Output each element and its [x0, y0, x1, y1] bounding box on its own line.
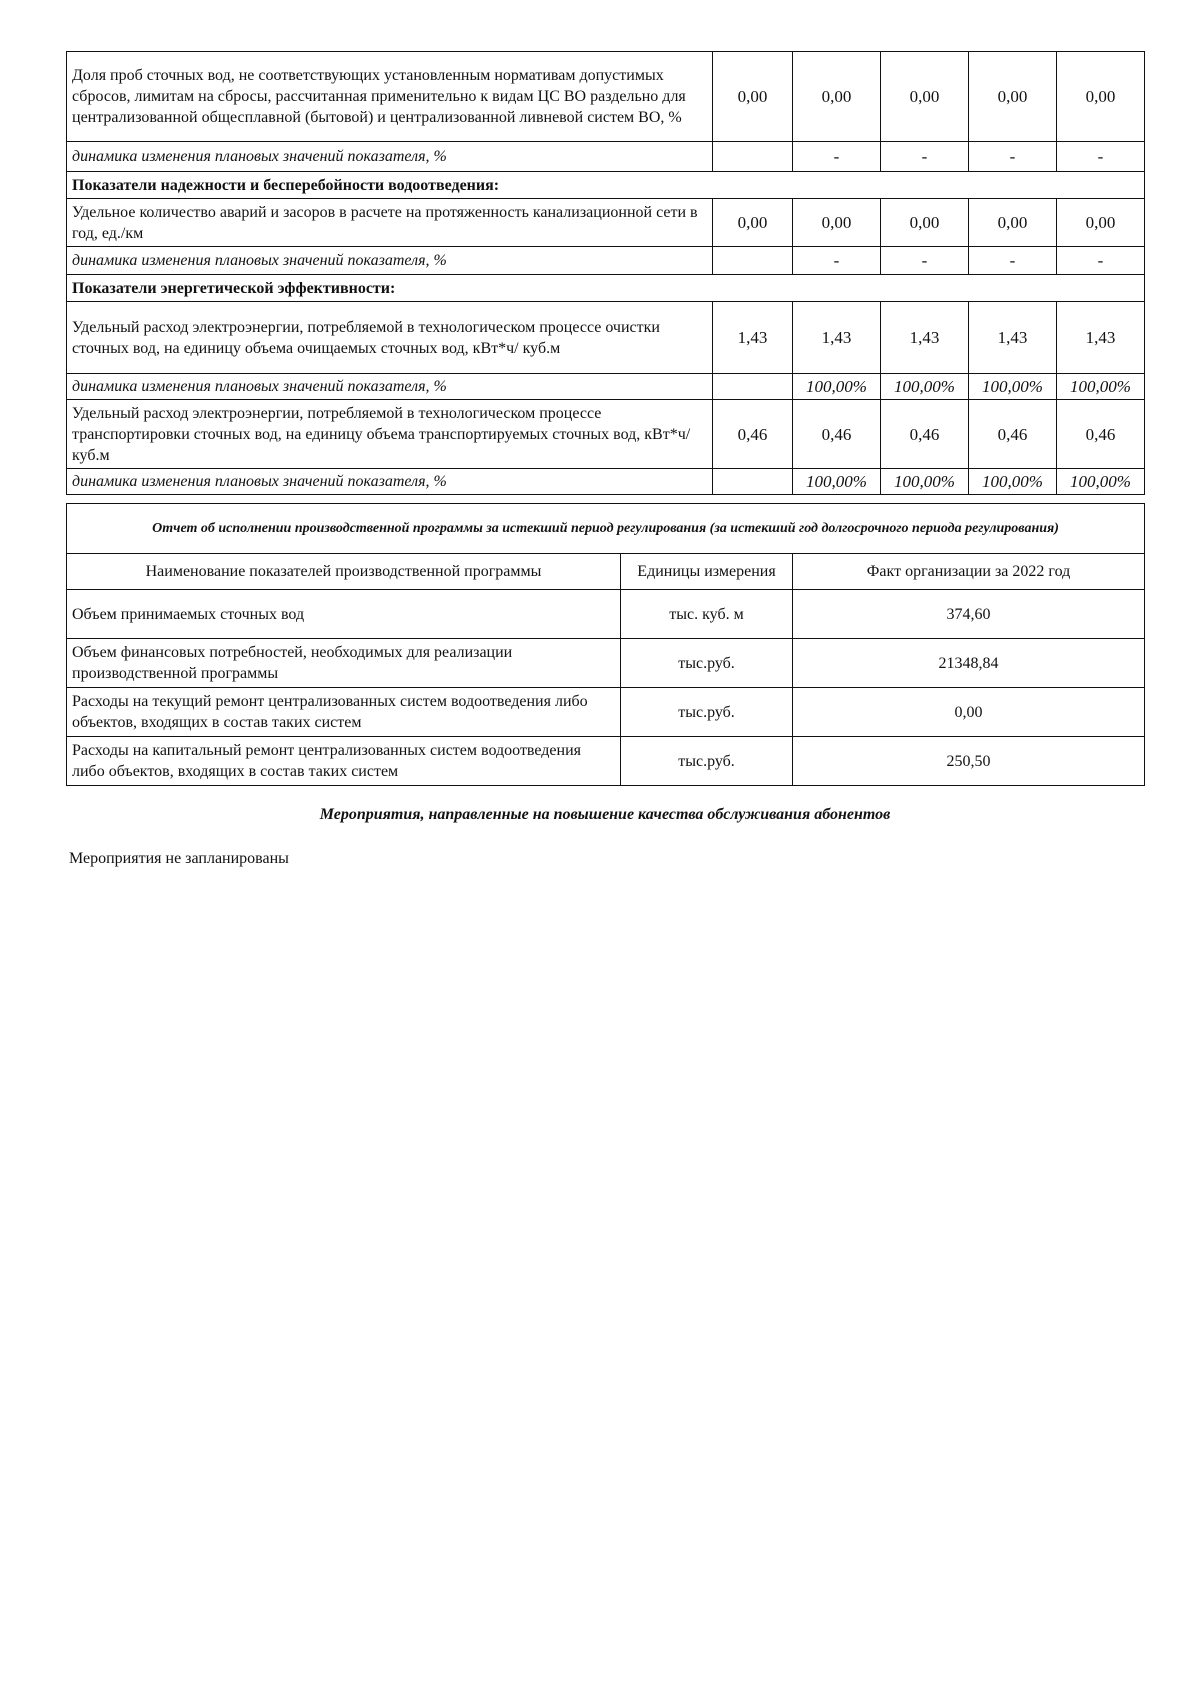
report-unit: тыс.руб.: [621, 639, 793, 688]
dynamics-value: -: [1057, 247, 1145, 275]
report-unit: тыс.руб.: [621, 688, 793, 737]
table-row: [67, 504, 1145, 554]
dynamics-value: -: [793, 247, 881, 275]
table-row: [67, 199, 1145, 247]
table-row: [67, 172, 1145, 199]
indicator-value: 1,43: [881, 302, 969, 374]
measures-text: Мероприятия не запланированы: [69, 850, 289, 867]
table-row: [67, 737, 1145, 786]
dynamics-value: [713, 469, 793, 495]
table-row: [67, 142, 1145, 172]
indicator-label: Удельный расход электроэнергии, потребляемой в технологическом процессе транспортировки сточных вод, на единицу объема транспортируемых сточных вод, кВт*ч/ куб.м: [67, 400, 713, 469]
indicator-value: 0,00: [969, 199, 1057, 247]
dynamics-value: [713, 374, 793, 400]
table-row: [67, 590, 1145, 639]
indicator-value: 0,46: [1057, 400, 1145, 469]
indicators-table: [66, 51, 1145, 495]
dynamics-value: [713, 142, 793, 172]
dynamics-value: 100,00%: [1057, 374, 1145, 400]
dynamics-label: динамика изменения плановых значений показателя, %: [67, 142, 713, 172]
indicator-value: 0,46: [969, 400, 1057, 469]
section-header: Показатели надежности и бесперебойности водоотведения:: [67, 172, 1145, 199]
report-name: Объем финансовых потребностей, необходимых для реализации производственной программы: [67, 639, 621, 688]
dynamics-value: 100,00%: [881, 374, 969, 400]
dynamics-value: 100,00%: [793, 469, 881, 495]
dynamics-value: 100,00%: [793, 374, 881, 400]
report-unit: тыс.руб.: [621, 737, 793, 786]
report-name: Объем принимаемых сточных вод: [67, 590, 621, 639]
report-name: Расходы на капитальный ремонт централизованных систем водоотведения либо объектов, входящих в состав таких систем: [67, 737, 621, 786]
table-row: [67, 469, 1145, 495]
indicator-value: 0,00: [793, 199, 881, 247]
indicator-value: 0,00: [969, 52, 1057, 142]
table-header-row: [67, 554, 1145, 590]
indicator-value: 0,46: [881, 400, 969, 469]
column-header: Факт организации за 2022 год: [793, 554, 1145, 590]
dynamics-value: -: [969, 142, 1057, 172]
table-row: [67, 52, 1145, 142]
measures-title: Мероприятия, направленные на повышение качества обслуживания абонентов: [319, 806, 891, 823]
report-value: 21348,84: [793, 639, 1145, 688]
table-row: [67, 400, 1145, 469]
indicator-value: 1,43: [713, 302, 793, 374]
indicator-value: 0,00: [793, 52, 881, 142]
dynamics-value: 100,00%: [1057, 469, 1145, 495]
section-header: Показатели энергетической эффективности:: [67, 275, 1145, 302]
indicator-value: 0,00: [881, 199, 969, 247]
dynamics-value: -: [881, 247, 969, 275]
report-title: Отчет об исполнении производственной программы за истекший период регулирования (за истекший год долгосрочного периода регулирования): [67, 504, 1145, 554]
dynamics-value: 100,00%: [969, 374, 1057, 400]
report-unit: тыс. куб. м: [621, 590, 793, 639]
dynamics-value: -: [793, 142, 881, 172]
indicator-value: 0,00: [713, 52, 793, 142]
report-table: [66, 503, 1145, 786]
dynamics-value: -: [969, 247, 1057, 275]
dynamics-label: динамика изменения плановых значений показателя, %: [67, 469, 713, 495]
dynamics-label: динамика изменения плановых значений показателя, %: [67, 374, 713, 400]
report-value: 250,50: [793, 737, 1145, 786]
indicator-value: 0,00: [881, 52, 969, 142]
indicator-value: 1,43: [1057, 302, 1145, 374]
report-value: 0,00: [793, 688, 1145, 737]
column-header: Единицы измерения: [621, 554, 793, 590]
column-header: Наименование показателей производственной программы: [67, 554, 621, 590]
report-value: 374,60: [793, 590, 1145, 639]
indicator-value: 1,43: [969, 302, 1057, 374]
indicator-value: 0,00: [713, 199, 793, 247]
table-row: [67, 639, 1145, 688]
indicator-value: 0,46: [793, 400, 881, 469]
indicator-label: Доля проб сточных вод, не соответствующих установленным нормативам допустимых сбросов, лимитам на сбросы, рассчитанная применительно к видам ЦС ВО раздельно для централизованной общесплавной (бытовой) и централизованной ливневой систем ВО, %: [67, 52, 713, 142]
indicator-value: 0,00: [1057, 52, 1145, 142]
report-name: Расходы на текущий ремонт централизованных систем водоотведения либо объектов, входящих в состав таких систем: [67, 688, 621, 737]
indicator-value: 0,00: [1057, 199, 1145, 247]
table-row: [67, 275, 1145, 302]
indicator-label: Удельное количество аварий и засоров в расчете на протяженность канализационной сети в год, ед./км: [67, 199, 713, 247]
table-row: [67, 302, 1145, 374]
dynamics-value: [713, 247, 793, 275]
indicator-value: 0,46: [713, 400, 793, 469]
table-row: [67, 247, 1145, 275]
table-row: [67, 374, 1145, 400]
dynamics-value: -: [881, 142, 969, 172]
table-row: [67, 688, 1145, 737]
dynamics-label: динамика изменения плановых значений показателя, %: [67, 247, 713, 275]
dynamics-value: 100,00%: [969, 469, 1057, 495]
dynamics-value: -: [1057, 142, 1145, 172]
indicator-label: Удельный расход электроэнергии, потребляемой в технологическом процессе очистки сточных вод, на единицу объема очищаемых сточных вод, кВт*ч/ куб.м: [67, 302, 713, 374]
dynamics-value: 100,00%: [881, 469, 969, 495]
indicator-value: 1,43: [793, 302, 881, 374]
